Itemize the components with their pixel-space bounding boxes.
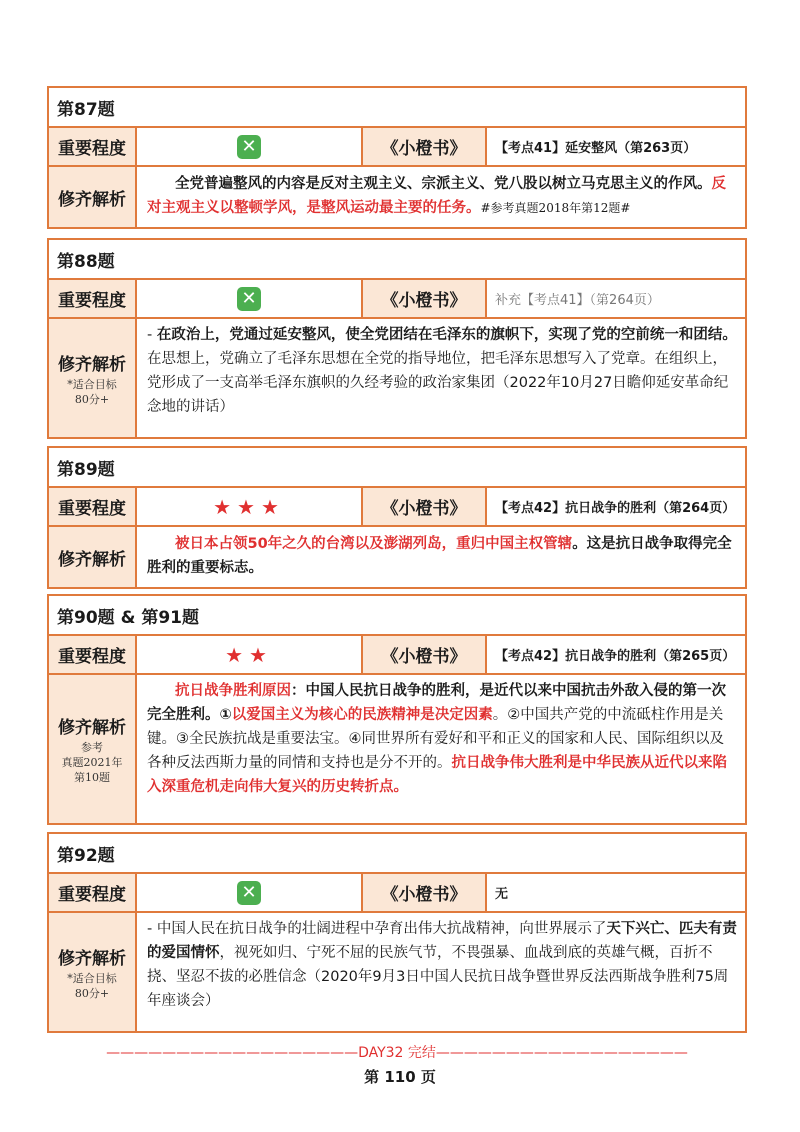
page-number: 第 110 页	[364, 1068, 436, 1086]
reference: 无	[495, 887, 509, 902]
reference-note: 参考 真题2021年 第10题	[61, 741, 123, 784]
importance-value	[137, 636, 363, 673]
book-label: 《小橙书》	[363, 636, 487, 673]
importance-value	[137, 488, 363, 525]
importance-row	[49, 126, 745, 165]
question-87-block	[47, 86, 747, 229]
question-90-91-block	[47, 594, 747, 825]
x-mark-icon: ✕	[237, 881, 261, 905]
star-rating-icon: ★★	[225, 642, 273, 667]
question-92-block	[47, 832, 747, 1033]
question-88-block	[47, 238, 747, 439]
importance-row	[49, 486, 745, 525]
analysis-label: 修齐解析	[49, 167, 137, 227]
importance-row	[49, 634, 745, 673]
analysis-text: 被日本占领50年之久的台湾以及澎湖列岛，重归中国主权管辖。这是抗日战争取得完全胜利的重要标志。	[147, 536, 732, 576]
analysis-text: 抗日战争胜利原因：中国人民抗日战争的胜利，是近代以来中国抗击外敌入侵的第一次完全胜利。①以爱国主义为核心的民族精神是决定因素。②中国共产党的中流砥柱作用是关键。③全民族抗战是重要法宝。④同世界所有爱好和平和正义的国家和人民、国际组织以及各种反法西斯力量的同情和支持也是分不开的。抗日战争伟大胜利是中华民族从近代以来陷入深重危机走向伟大复兴的历史转折点。	[147, 683, 727, 795]
analysis-text: - 中国人民在抗日战争的壮阔进程中孕育出伟大抗战精神，向世界展示了天下兴亡、匹夫有责的爱国情怀，视死如归、宁死不屈的民族气节，不畏强暴、血战到底的英雄气概，百折不挠、坚忍不拔的必胜信念（2020年9月3日中国人民抗日战争暨世界反法西斯战争胜利75周年座谈会）	[147, 921, 737, 1009]
analysis-label: 修齐解析	[49, 527, 137, 587]
analysis-row	[49, 525, 745, 587]
analysis-label: 修齐解析 *适合目标 80分+	[49, 319, 137, 437]
book-label: 《小橙书》	[363, 280, 487, 317]
importance-value	[137, 280, 363, 317]
target-note: *适合目标 80分+	[67, 971, 117, 1000]
analysis-row	[49, 165, 745, 227]
x-mark-icon: ✕	[237, 287, 261, 311]
question-title: 第90题 & 第91题	[57, 607, 199, 628]
analysis-row	[49, 317, 745, 437]
star-rating-icon: ★★★	[213, 494, 285, 519]
reference: 【考点42】抗日战争的胜利（第264页）	[495, 501, 736, 516]
analysis-label: 修齐解析 *适合目标 80分+	[49, 913, 137, 1031]
question-title: 第88题	[57, 251, 115, 272]
analysis-text: 全党普遍整风的内容是反对主观主义、宗派主义、党八股以树立马克思主义的作风。反对主观主义以整顿学风，是整风运动最主要的任务。#参考真题2018年第12题#	[147, 176, 726, 216]
analysis-row	[49, 673, 745, 823]
question-title: 第89题	[57, 459, 115, 480]
reference: 补充【考点41】（第264页）	[495, 293, 660, 308]
importance-label: 重要程度	[49, 874, 137, 911]
analysis-row	[49, 911, 745, 1031]
importance-label: 重要程度	[49, 128, 137, 165]
importance-value	[137, 874, 363, 911]
book-label: 《小橙书》	[363, 488, 487, 525]
day-end-divider: ——————————————————DAY32 完结——————————————————	[106, 1045, 688, 1061]
analysis-text: - 在政治上，党通过延安整风，使全党团结在毛泽东的旗帜下，实现了党的空前统一和团结。在思想上，党确立了毛泽东思想在全党的指导地位，把毛泽东思想写入了党章。在组织上，党形成了一支高举毛泽东旗帜的久经考验的政治家集团（2022年10月27日瞻仰延安革命纪念地的讲话）	[147, 327, 737, 415]
importance-label: 重要程度	[49, 488, 137, 525]
importance-row	[49, 872, 745, 911]
importance-label: 重要程度	[49, 636, 137, 673]
x-mark-icon: ✕	[237, 135, 261, 159]
target-note: *适合目标 80分+	[67, 377, 117, 406]
analysis-label: 修齐解析 参考 真题2021年 第10题	[49, 675, 137, 823]
importance-value	[137, 128, 363, 165]
reference: 【考点41】延安整风（第263页）	[495, 141, 697, 156]
importance-row	[49, 278, 745, 317]
question-89-block	[47, 446, 747, 589]
book-label: 《小橙书》	[363, 874, 487, 911]
question-title: 第92题	[57, 845, 115, 866]
importance-label: 重要程度	[49, 280, 137, 317]
question-title: 第87题	[57, 99, 115, 120]
reference: 【考点42】抗日战争的胜利（第265页）	[495, 649, 736, 664]
book-label: 《小橙书》	[363, 128, 487, 165]
